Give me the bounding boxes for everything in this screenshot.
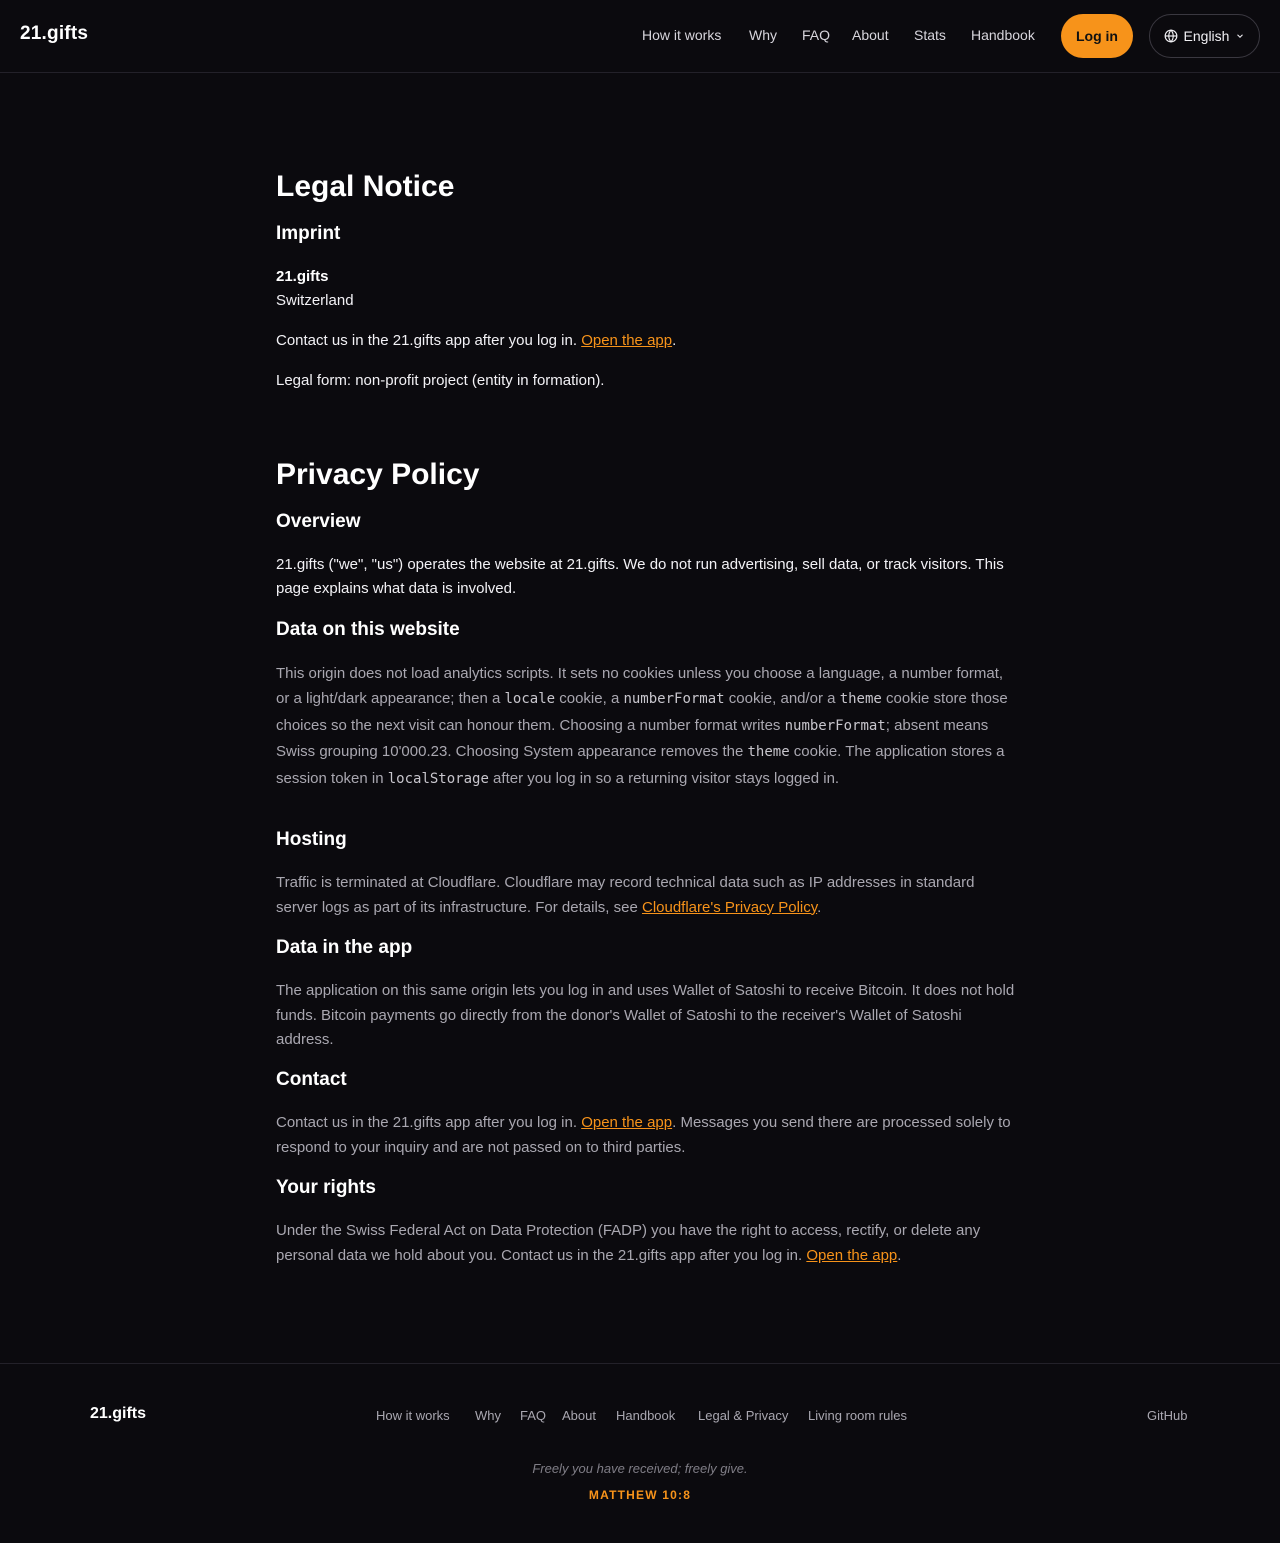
data-site-t1: This origin does not load analytics scripts. It sets no cookies unless you choose a language, a number format, or a light/dark appearance; then a: [276, 665, 1004, 708]
data-site-t3: cookie, and/or a: [724, 690, 840, 708]
hosting-period: .: [817, 898, 822, 916]
code-theme: theme: [839, 691, 882, 708]
country: Switzerland: [276, 292, 354, 309]
nav-faq[interactable]: FAQ: [802, 27, 831, 43]
org-name: 21.gifts: [276, 268, 329, 285]
data-site-t4: cookie store those choices so the next visit can honour them. Choosing a number format writes: [276, 690, 1008, 734]
data-website-text: [276, 661, 1016, 792]
language-selector[interactable]: [1149, 14, 1260, 58]
language-label: English: [1183, 28, 1230, 44]
nav-about[interactable]: About: [852, 27, 889, 43]
site-footer: [0, 1363, 1280, 1543]
cloudflare-privacy-link[interactable]: Cloudflare's Privacy Policy: [641, 898, 818, 916]
footer-quote-reference: MATTHEW 10:8: [588, 1488, 692, 1502]
footer-nav-living-room-rules[interactable]: Living room rules: [808, 1408, 907, 1423]
legal-contact-period: .: [672, 332, 677, 349]
legal-contact-text: [276, 329, 1016, 353]
code-number-format: numberFormat: [623, 691, 725, 708]
code-local-storage: localStorage: [387, 770, 489, 787]
data-site-t7: after you log in so a returning visitor stays logged in.: [488, 769, 840, 787]
privacy-policy-title: Privacy Policy: [276, 458, 480, 491]
contact-prefix: Contact us in the 21.gifts app after you log in.: [276, 1114, 582, 1131]
footer-nav-about[interactable]: About: [562, 1408, 596, 1423]
github-link[interactable]: GitHub: [1147, 1408, 1188, 1423]
footer-logo[interactable]: 21.gifts: [90, 1405, 147, 1422]
rights-text-body: Under the Swiss Federal Act on Data Protection (FADP) you have the right to access, rectify, or delete any personal data we hold about you. Contact us in the 21.gifts app after you log in.: [276, 1222, 981, 1264]
open-app-link-contact[interactable]: Open the app: [581, 1114, 673, 1131]
data-site-t6: cookie. The application stores a session token in: [276, 743, 1005, 787]
footer-nav-why[interactable]: Why: [475, 1408, 501, 1423]
rights-period: .: [897, 1246, 902, 1264]
nav-why[interactable]: Why: [749, 27, 777, 43]
open-app-link-imprint[interactable]: Open the app: [581, 332, 673, 349]
your-rights-text: [276, 1219, 1016, 1268]
login-button[interactable]: Log in: [1061, 14, 1133, 58]
footer-nav-how-it-works[interactable]: How it works: [376, 1408, 450, 1423]
data-site-t2: cookie, a: [555, 690, 624, 708]
imprint-heading: Imprint: [276, 223, 341, 244]
hosting-text: [276, 871, 1016, 920]
globe-icon: [1164, 29, 1178, 43]
footer-quote: Freely you have received; freely give.: [532, 1461, 748, 1476]
nav-handbook[interactable]: Handbook: [971, 27, 1035, 43]
code-locale: locale: [504, 691, 556, 708]
imprint-address: [276, 265, 1016, 313]
nav-how-it-works[interactable]: How it works: [642, 27, 722, 43]
chevron-down-icon: [1235, 31, 1245, 41]
footer-nav-handbook[interactable]: Handbook: [616, 1408, 676, 1423]
data-app-heading: Data in the app: [276, 937, 413, 958]
open-app-link-rights[interactable]: Open the app: [806, 1246, 898, 1264]
hosting-heading: Hosting: [276, 829, 347, 850]
logo[interactable]: 21.gifts: [20, 23, 89, 44]
legal-notice-title: Legal Notice: [276, 170, 455, 203]
code-number-format-2: numberFormat: [784, 717, 886, 734]
footer-nav-faq[interactable]: FAQ: [520, 1408, 547, 1423]
overview-text: 21.gifts ("we", "us") operates the website at 21.gifts. We do not run advertising, sell data, or track visitors. This page explains what data is involved.: [276, 556, 1004, 597]
contact-text: [276, 1111, 1016, 1160]
data-website-heading: Data on this website: [276, 619, 460, 640]
legal-contact-prefix: Contact us in the 21.gifts app after you log in.: [276, 332, 582, 349]
code-theme-2: theme: [747, 744, 790, 761]
nav-stats[interactable]: Stats: [914, 27, 946, 43]
contact-suffix: . Messages you send there are processed solely to respond to your inquiry and are not passed on to third parties.: [276, 1114, 1011, 1156]
data-app-text: The application on this same origin lets you log in and uses Wallet of Satoshi to receive Bitcoin. It does not hold funds. Bitcoin payments go directly from the donor's Wallet of Satoshi to the receiver's Wallet of Satoshi address.: [276, 982, 1015, 1048]
hosting-text-body: Traffic is terminated at Cloudflare. Cloudflare may record technical data such as IP addresses in standard server logs as part of its infrastructure. For details, see: [276, 874, 975, 916]
site-header: [0, 0, 1280, 73]
legal-form-text: Legal form: non-profit project (entity in formation).: [276, 372, 605, 389]
footer-nav-legal-privacy[interactable]: Legal & Privacy: [698, 1408, 789, 1423]
your-rights-heading: Your rights: [276, 1177, 376, 1198]
data-site-t5: ; absent means Swiss grouping 10'000.23. Choosing System appearance removes the: [276, 716, 989, 761]
overview-heading: Overview: [276, 511, 361, 532]
contact-heading: Contact: [276, 1069, 347, 1090]
